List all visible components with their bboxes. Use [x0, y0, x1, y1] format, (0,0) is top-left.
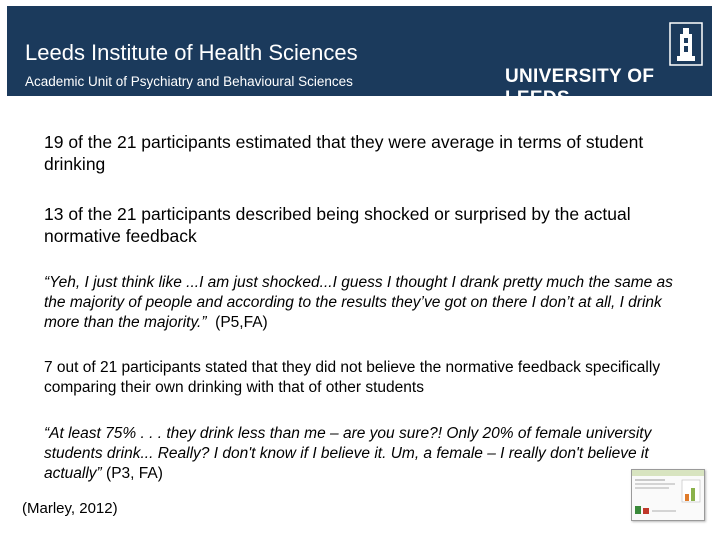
quote-p5-ref: (P5,FA)	[215, 314, 268, 331]
citation: (Marley, 2012)	[22, 500, 118, 517]
institute-title: Leeds Institute of Health Sciences	[25, 40, 358, 65]
header-banner	[7, 6, 712, 109]
feedback-screenshot-thumbnail	[631, 469, 705, 521]
finding-disbelief: 7 out of 21 participants stated that they did not believe the normative feedback specifically comparing their own drinking with that of other students	[44, 359, 661, 396]
quote-p3-text: “At least 75% . . . they drink less than me – are you sure?! Only 20% of female university students drink... Really? I don't know if I believe it. Um, a female – I really don't believe it actually”	[44, 425, 652, 482]
unit-subtitle: Academic Unit of Psychiatry and Behavioural Sciences	[25, 74, 353, 89]
university-logo-text: UNIVERSITY OF LEEDS	[505, 66, 655, 109]
quote-p3	[44, 424, 684, 484]
quote-p5-text: “Yeh, I just think like ...I am just shocked...I guess I thought I drank pretty much the same as the majority of people and according to the results they’ve got on there I don’t at all, I drink more than the majority.”	[44, 274, 673, 331]
quote-p5	[44, 273, 694, 333]
quote-p3-ref: (P3, FA)	[106, 465, 163, 482]
university-crest-icon	[669, 22, 703, 66]
finding-shocked-feedback: 13 of the 21 participants described being shocked or surprised by the actual normative feedback	[44, 204, 631, 246]
finding-average-drinking: 19 of the 21 participants estimated that they were average in terms of student drinking	[44, 132, 644, 174]
